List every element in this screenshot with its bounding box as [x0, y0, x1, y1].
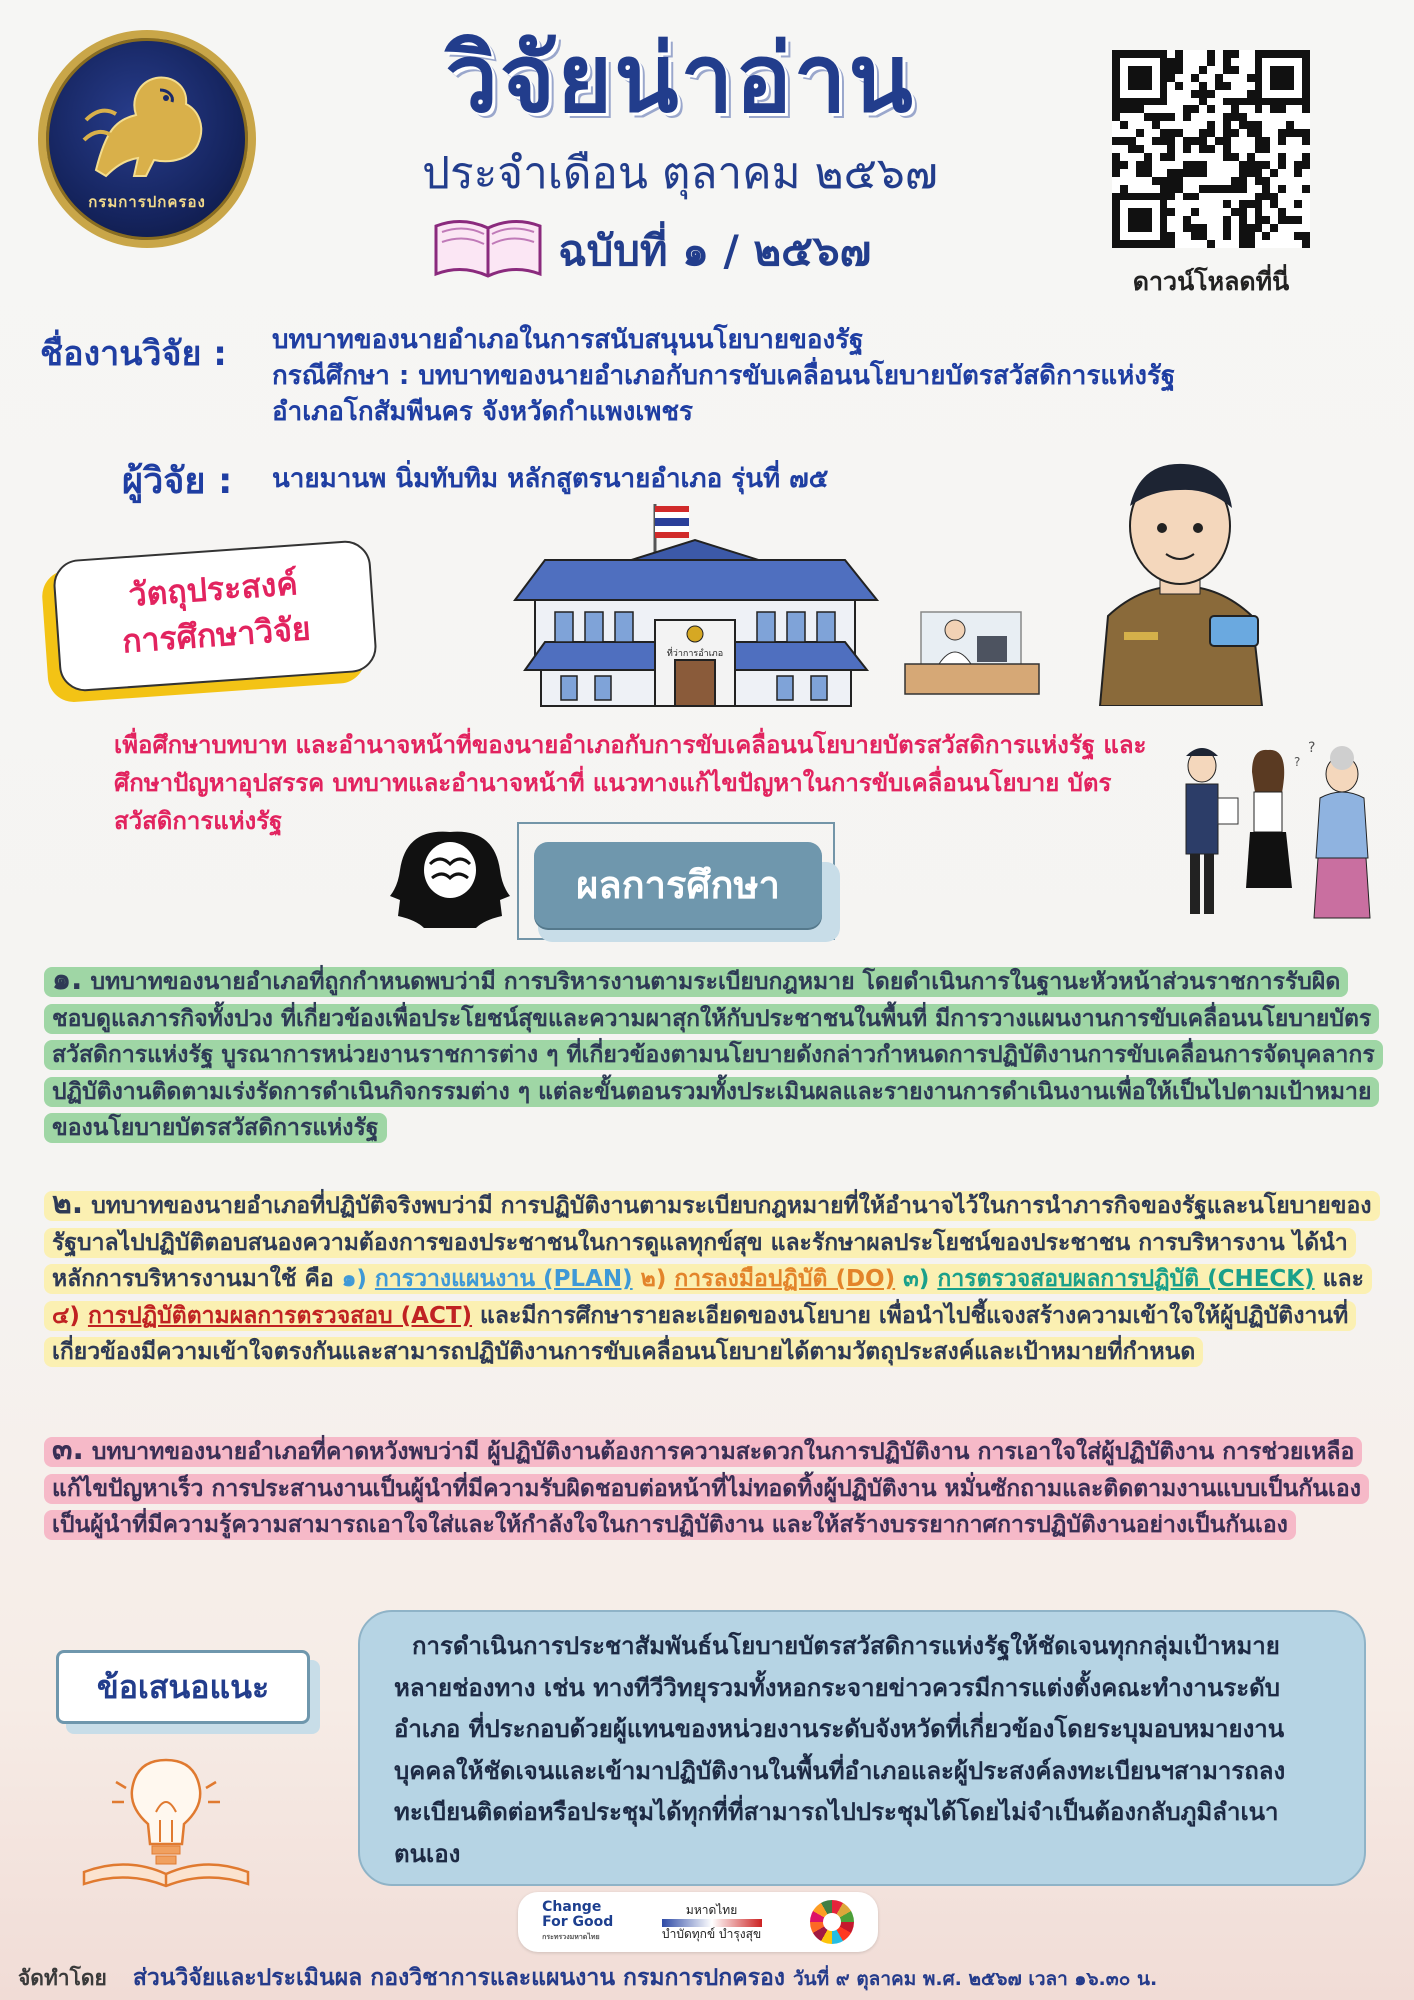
result-item-3-highlight: [44, 1432, 1369, 1540]
result-item-2-highlight: [44, 1186, 1380, 1367]
interior-logo-bottom: บำบัดทุกข์ บำรุงสุข: [662, 1927, 762, 1941]
result-number: ๑.: [52, 962, 83, 997]
research-title: [272, 322, 1175, 430]
research-title-label: ชื่องานวิจัย :: [40, 334, 227, 374]
service-counter-illustration: [903, 608, 1043, 698]
change-for-good-caption: กระทรวงมหาดไทย: [542, 1932, 600, 1941]
change-for-good-logo: [542, 1900, 613, 1945]
step-do-link[interactable]: การลงมือปฏิบัติ (DO): [674, 1266, 896, 1292]
office-sign-label: ที่ว่าการอำเภอ: [666, 649, 724, 659]
thai-flag-bar: [662, 1919, 762, 1927]
step-1-number: ๑): [341, 1266, 367, 1292]
open-book-icon: [432, 218, 544, 284]
footer-prefix: จัดทำโดย: [18, 1966, 107, 1990]
footer-organization: ส่วนวิจัยและประเมินผล กองวิชาการและแผนงาน กรมการปกครอง: [132, 1965, 785, 1991]
researcher-name: นายมานพ นิ่มทับทิม หลักสูตรนายอำเภอ รุ่นที่ ๗๕: [272, 464, 829, 494]
change-for-good-line2: For Good: [542, 1913, 614, 1930]
sdg-wheel-icon: [810, 1900, 854, 1944]
result-text: บทบาทของนายอำเภอที่ถูกกำหนดพบว่ามี การบริหารงานตามระเบียบกฎหมาย โดยดำเนินการในฐานะหัวหน้าส่วนราชการรับผิดชอบดูแลภารกิจทั้งปวง ที่เกี่ยวข้องเพื่อประโยชน์สุขและความผาสุกให้กับประชาชนในพื้นที่ มีการวางแผนงานการขับเคลื่อนนโยบายบัตรสวัสดิการแห่งรัฐ บูรณาการหน่วยงานราชการต่าง ๆ ที่เกี่ยวข้องตามนโยบายดังกล่าวกำหนดการปฏิบัติงานการขับเคลื่อนการจัดบุคลากรปฏิบัติงานติดตามเร่งรัดการดำเนินกิจกรรมต่าง ๆ แต่ละขั้นตอนรวมทั้งประเมินผลและรายงานการดำเนินงานเพื่อให้เป็นไปตามเป้าหมายของนโยบายบัตรสวัสดิการแห่งรัฐ: [52, 969, 1375, 1141]
step-act-link[interactable]: การปฏิบัติตามผลการตรวจสอบ (ACT): [87, 1302, 473, 1329]
qr-caption: ดาวน์โหลดที่นี่: [1132, 267, 1290, 296]
results-heading: ผลการศึกษา: [534, 842, 822, 928]
step-2-number: ๒): [640, 1266, 667, 1292]
objective-heading-line: การศึกษาวิจัย: [120, 609, 312, 661]
step-check-link[interactable]: การตรวจสอบผลการปฏิบัติ (CHECK): [937, 1266, 1315, 1292]
citizens-service-illustration: [1172, 738, 1392, 923]
result-item-3: [44, 1432, 1384, 1544]
page-subtitle: ประจำเดือน ตุลาคม ๒๕๖๗: [422, 148, 938, 199]
thinking-heads-icon: [386, 824, 514, 934]
change-for-good-line1: Change: [542, 1898, 602, 1915]
svg-text:?: ?: [1308, 740, 1316, 756]
department-seal-logo: [38, 30, 256, 248]
result-text: บทบาทของนายอำเภอที่คาดหวังพบว่ามี ผู้ปฏิบัติงานต้องการความสะดวกในการปฏิบัติงาน การเอาใจใส่ผู้ปฏิบัติงาน การช่วยเหลือแก้ไขปัญหาเร็ว การประสานงานเป็นผู้นำที่มีความรับผิดชอบต่อหน้าที่ไม่ทอดทิ้งผู้ปฏิบัติงาน หมั่นซักถามและติดตามงานแบบเป็นกันเองเป็นผู้นำที่มีความรู้ความสามารถเอาใจใส่และให้กำลังใจในการปฏิบัติงาน และให้สร้างบรรยากาศการปฏิบัติงานอย่างเป็นกันเอง: [52, 1439, 1361, 1538]
district-office-illustration: [505, 500, 885, 710]
suggestion-panel: [358, 1610, 1366, 1886]
result-item-2: [44, 1186, 1384, 1371]
step-plan-link[interactable]: การวางแผนงาน (PLAN): [374, 1266, 633, 1292]
footer-credit: [18, 1960, 1398, 1996]
lion-emblem-icon: [76, 60, 218, 188]
interior-logo-top: มหาดไทย: [685, 1903, 738, 1917]
researcher-label: ผู้วิจัย :: [122, 461, 233, 502]
result-item-1: [44, 962, 1384, 1147]
lightbulb-book-icon: [76, 1752, 256, 1892]
objective-text: เพื่อศึกษาบทบาท และอำนาจหน้าที่ของนายอำเภอกับการขับเคลื่อนนโยบายบัตรสวัสดิการแห่งรัฐ และศึกษาปัญหาอุปสรรค บทบาทและอำนาจหน้าที่ แนวทางแก้ไขปัญหาในการขับเคลื่อนนโยบาย บัตรสวัสดิการแห่งรัฐ: [114, 731, 1147, 835]
step-3-number: ๓): [903, 1266, 930, 1292]
result-number: ๓.: [52, 1432, 84, 1467]
and-text: และ: [1322, 1266, 1364, 1292]
research-title-line: บทบาทของนายอำเภอในการสนับสนุนนโยบายของรัฐ: [272, 325, 864, 355]
download-qr-code[interactable]: [1112, 50, 1310, 248]
partner-logos: [518, 1892, 878, 1952]
result-text-continued: และมีการศึกษารายละเอียดของนโยบาย เพื่อนำไปชี้แจงสร้างความเข้าใจให้ผู้ปฏิบัติงานที่เกี่ยวข้องมีความเข้าใจตรงกันและสามารถปฏิบัติงานการขับเคลื่อนนโยบายได้ตามวัตถุประสงค์และเป้าหมายที่กำหนด: [52, 1302, 1349, 1365]
result-item-1-highlight: [44, 962, 1383, 1143]
objective-heading: [52, 539, 378, 693]
research-title-line: อำเภอโกสัมพีนคร จังหวัดกำแพงเพชร: [272, 397, 694, 427]
footer-date: วันที่ ๙ ตุลาคม พ.ศ. ๒๕๖๗ เวลา ๑๖.๓๐ น.: [793, 1968, 1158, 1990]
page-title: วิจัยน่าอ่าน: [445, 25, 915, 134]
suggestion-heading: ข้อเสนอแนะ: [56, 1650, 310, 1724]
svg-text:?: ?: [1294, 755, 1301, 769]
interior-ministry-logo: [662, 1903, 762, 1941]
issue-number: ฉบับที่ ๑ / ๒๕๖๗: [558, 226, 872, 275]
district-chief-officer-illustration: [1080, 436, 1280, 706]
result-text: บทบาทของนายอำเภอที่ปฏิบัติจริงพบว่ามี การปฏิบัติงานตามระเบียบกฎหมายที่ให้อำนาจไว้ในการนำภารกิจของรัฐและนโยบายของรัฐบาลไปปฏิบัติตอบสนองความต้องการของประชาชนในการดูแลทุกข์สุข และรักษาผลประโยชน์ของประชาชน การบริหารงาน ได้นำหลักการบริหารงานมาใช้ คือ: [52, 1193, 1372, 1292]
objective-heading-line: วัตถุประสงค์: [127, 564, 299, 614]
result-number: ๒.: [52, 1186, 84, 1221]
logo-caption: กรมการปกครอง: [88, 193, 206, 211]
issue-row: [432, 218, 871, 284]
research-title-line: กรณีศึกษา : บทบาทของนายอำเภอกับการขับเคลื่อนนโยบายบัตรสวัสดิการแห่งรัฐ: [272, 361, 1176, 391]
step-4-number: ๔): [52, 1302, 80, 1329]
suggestion-text: การดำเนินการประชาสัมพันธ์นโยบายบัตรสวัสดิการแห่งรัฐให้ชัดเจนทุกกลุ่มเป้าหมายหลายช่องทาง เช่น ทางทีวีวิทยุรวมทั้งหอกระจายข่าวควรมีการแต่งตั้งคณะทำงานระดับอำเภอ ที่ประกอบด้วยผู้แทนของหน่วยงานระดับจังหวัดที่เกี่ยวข้องโดยระบุมอบหมายงานบุคคลให้ชัดเจนและเข้ามาปฏิบัติงานในพื้นที่อำเภอและผู้ประสงค์ลงทะเบียนฯสามารถลงทะเบียนติดต่อหรือประชุมได้ทุกที่ที่สามารถไปประชุมได้โดยไม่จำเป็นต้องกลับภูมิลำเนาตนเอง: [394, 1632, 1286, 1868]
